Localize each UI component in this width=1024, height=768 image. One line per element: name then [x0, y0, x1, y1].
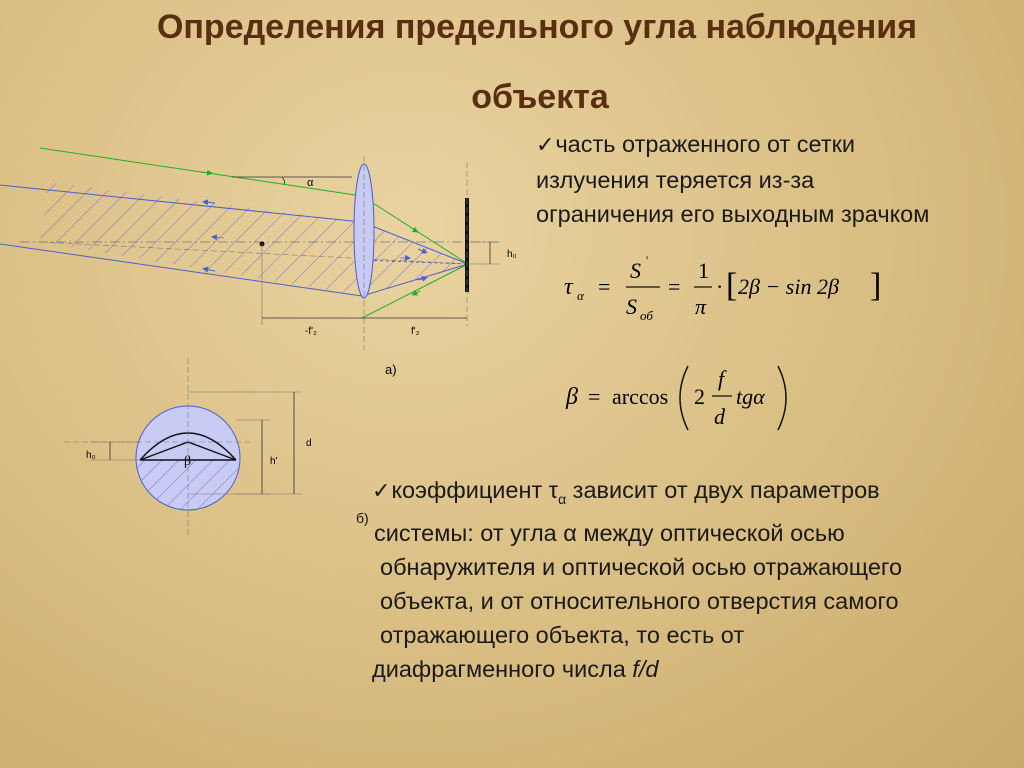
formula1-eq2: = — [668, 274, 681, 299]
formula1-num-prime: ' — [646, 253, 649, 267]
formula2-eq: = — [588, 384, 601, 409]
bullet1-line1: часть отраженного от сетки — [555, 131, 856, 157]
label-h0-b: h₀ — [86, 450, 96, 461]
bullet2-line2: системы: от угла α между оптической осью — [374, 520, 845, 546]
page-title-line1: Определения предельного угла наблюдения — [156, 8, 918, 46]
diagram-b-pupil-section — [60, 358, 340, 538]
formula1-den: S — [626, 294, 637, 319]
label-alpha: α — [307, 177, 314, 189]
bullet2-last-pre: диафрагменного числа — [372, 656, 633, 682]
caption-a: а) — [385, 362, 397, 377]
bullet-coefficient — [356, 473, 1021, 686]
formula1-rbracket: ] — [870, 267, 882, 304]
label-beta: β — [184, 454, 192, 469]
formula1-lbracket: [ — [726, 267, 738, 304]
label-neg-f2: -f'₂ — [305, 326, 317, 337]
bullet2-line1-post: зависит от двух параметров — [566, 477, 880, 503]
bullet1-line2: излучения теряется из-за — [536, 167, 815, 193]
check-icon: ✓ — [372, 479, 391, 504]
bullet2-last-italic: f/d — [632, 656, 659, 682]
formula-tau — [560, 252, 890, 332]
bullet-reflection-loss — [536, 127, 1021, 231]
bullet1-line3: ограничения его выходным зрачком — [536, 201, 930, 227]
formula2-lparen — [680, 366, 688, 430]
formula1-pi: π — [695, 294, 707, 319]
formula1-eq1: = — [598, 274, 611, 299]
formula2-two: 2 — [694, 384, 705, 409]
bullet2-line1-pre: коэффициент τ — [391, 477, 559, 503]
check-icon: ✓ — [536, 133, 555, 158]
formula1-bracket-content: 2β − sin 2β — [738, 274, 839, 299]
formula2-f: f — [718, 366, 725, 391]
formula1-tau-sub: α — [577, 288, 584, 303]
formula1-dot: · — [716, 274, 724, 299]
diagram-a-optical-scheme — [0, 140, 540, 390]
caption-b: б) — [356, 510, 369, 526]
page-title-line2: объекта — [471, 78, 609, 116]
label-f2: f'₂ — [411, 326, 420, 337]
bullet2-line1-sub: α — [558, 491, 567, 507]
formula2-beta: β — [566, 384, 578, 410]
formula1-one: 1 — [698, 258, 709, 283]
formula2-arccos: arccos — [612, 384, 669, 409]
bullet2-line5: отражающего объекта, то есть от — [380, 622, 745, 648]
formula2-tg: tgα — [736, 384, 765, 409]
label-h0-a: h₀ — [507, 249, 517, 260]
label-d: d — [306, 438, 312, 449]
bullet2-line3: обнаружителя и оптической осью отражающего — [380, 554, 903, 580]
formula2-d: d — [714, 404, 725, 429]
bullet2-line4: объекта, и от относительного отверстия самого — [380, 588, 899, 614]
label-h-prime: h' — [270, 456, 278, 467]
formula1-den-sub: об — [640, 308, 653, 323]
formula1-num: S — [630, 258, 641, 283]
formula-beta — [560, 360, 810, 436]
formula1-tau: τ — [564, 274, 573, 300]
hatched-segment — [130, 460, 250, 520]
formula2-rparen — [778, 366, 786, 430]
